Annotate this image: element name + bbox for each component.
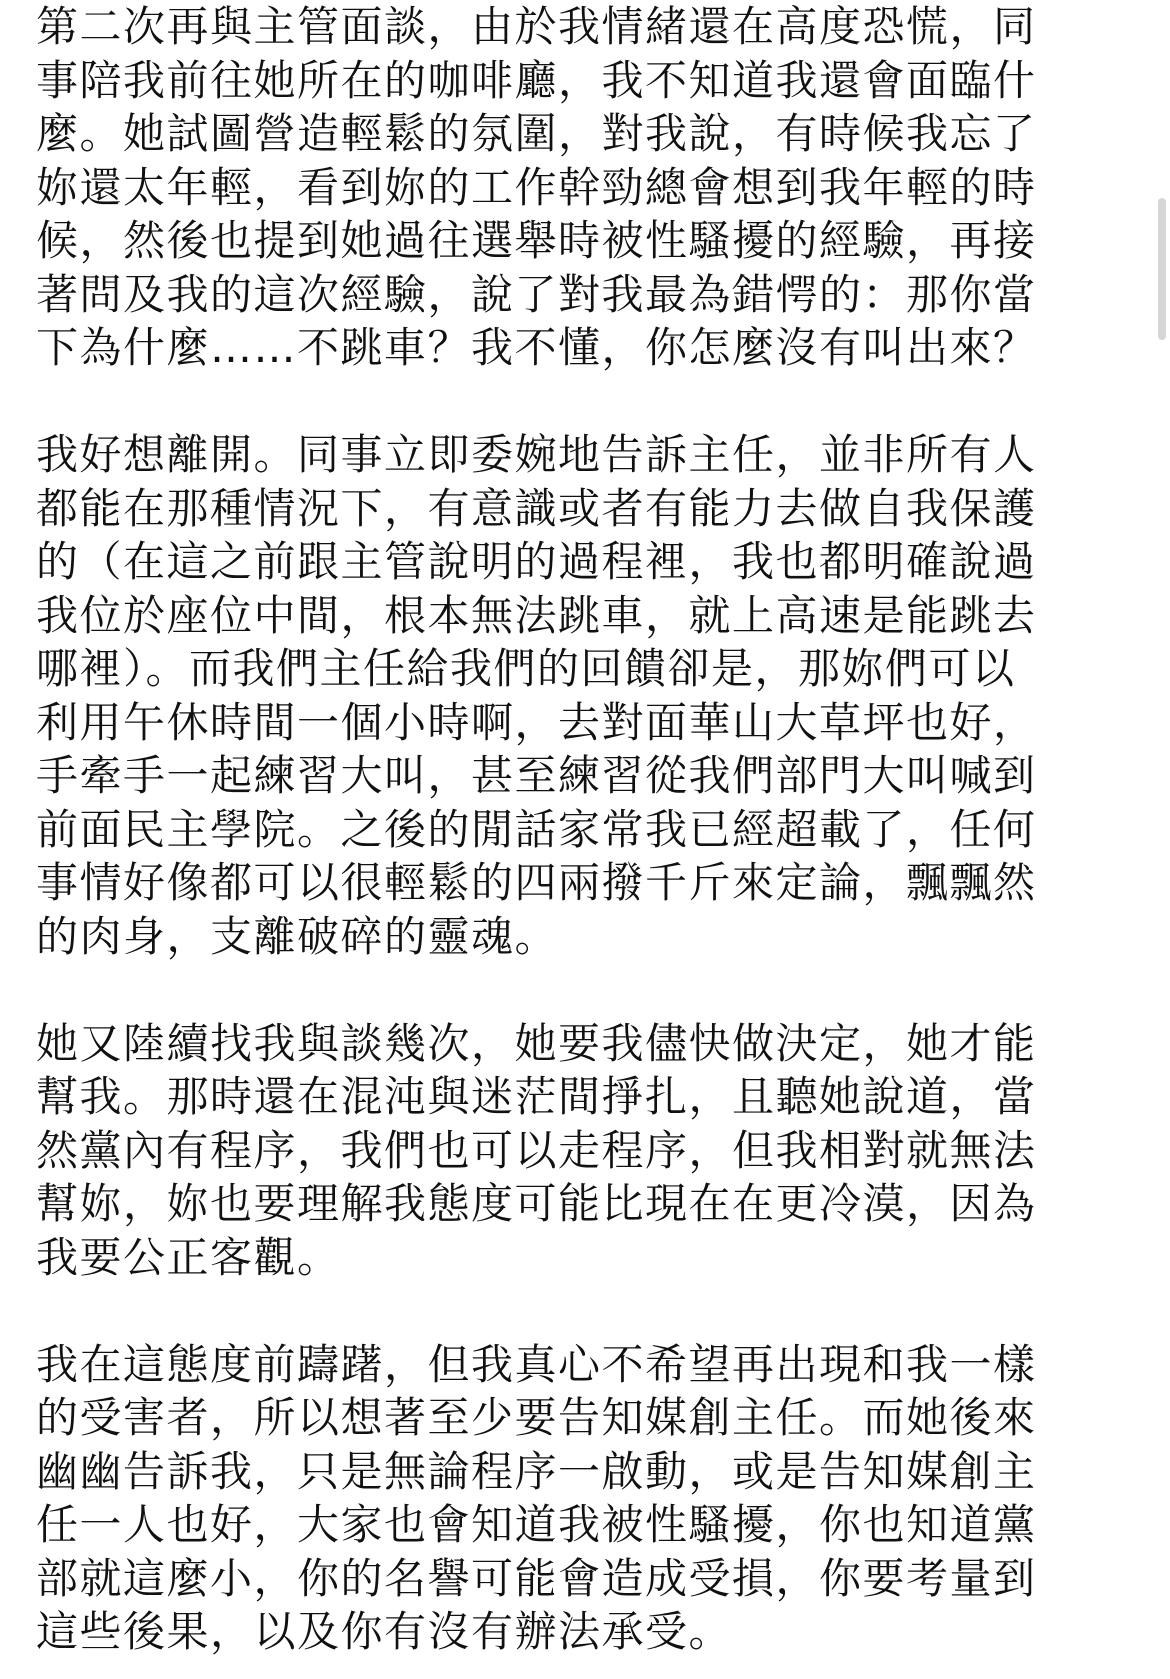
text-line: 事情好像都可以很輕鬆的四兩撥千斤來定論，飄飄然 [36,858,1037,907]
text-line: 麼。她試圖營造輕鬆的氛圍，對我說，有時候我忘了 [36,109,1037,158]
article-body [36,0,1036,1659]
text-line: 的受害者，所以想著至少要告知媒創主任。而她後來 [36,1393,1037,1442]
text-line: 她又陸續找我與談幾次，她要我儘快做決定，她才能 [36,1018,1037,1068]
text-line: 然黨內有程序，我們也可以走程序，但我相對就無法 [36,1125,1037,1175]
text-line: 任一人也好，大家也會知道我被性騷擾，你也知道黨 [36,1500,1037,1549]
text-line: 這些後果，以及你有沒有辦法承受。 [36,1607,733,1656]
text-line: 第二次再與主管面談，由於我情緒還在高度恐慌，同 [36,2,1037,51]
text-line: 前面民主學院。之後的閒話家常我已經超載了，任何 [36,804,1037,854]
text-line: 都能在那種情況下，有意識或者有能力去做自我保護 [36,483,1037,533]
text-line: 著問及我的這次經驗，說了對我最為錯愕的：那你當 [36,269,1037,319]
text-line: 妳還太年輕，看到妳的工作幹勁總會想到我年輕的時 [36,162,1037,212]
paragraph-2 [36,428,1036,963]
text-line: 手牽手一起練習大叫，甚至練習從我們部門大叫喊到 [36,751,1037,800]
text-line: 幽幽告訴我，只是無論程序一啟動，或是告知媒創主 [36,1446,1037,1496]
paragraph-1 [36,0,1036,375]
text-line: 下為什麼……不跳車？我不懂，你怎麼沒有叫出來？ [36,323,1037,372]
paragraph-4 [36,1338,1036,1659]
text-line: 幫我。那時還在混沌與迷茫間掙扎，且聽她說道，當 [36,1072,1037,1121]
text-line: 的（在這之前跟主管說明的過程裡，我也都明確說過 [36,537,1037,586]
text-line: 哪裡）。而我們主任給我們的回饋卻是，那妳們可以 [36,644,1016,693]
text-line: 我在這態度前躊躇，但我真心不希望再出現和我一樣 [36,1339,1037,1389]
text-line: 我要公正客觀。 [36,1232,341,1282]
text-line: 候，然後也提到她過往選舉時被性騷擾的經驗，再接 [36,216,1037,265]
scrollbar-thumb[interactable] [1158,198,1166,340]
text-line: 事陪我前往她所在的咖啡廳，我不知道我還會面臨什 [36,55,1037,105]
paragraph-spacer [36,963,1036,1017]
text-line: 利用午休時間一個小時啊，去對面華山大草坪也好， [36,697,1037,747]
text-line: 我位於座位中間，根本無法跳車，就上高速是能跳去 [36,590,1037,640]
text-line: 的肉身，支離破碎的靈魂。 [36,911,559,961]
paragraph-spacer [36,1284,1036,1338]
text-line: 幫妳，妳也要理解我態度可能比現在在更冷漠，因為 [36,1179,1037,1228]
text-line: 部就這麼小，你的名譽可能會造成受損，你要考量到 [36,1553,1037,1603]
text-line: 我好想離開。同事立即委婉地告訴主任，並非所有人 [36,430,1037,479]
vertical-scrollbar[interactable] [1150,0,1170,1679]
paragraph-3 [36,1017,1036,1285]
paragraph-spacer [36,375,1036,429]
